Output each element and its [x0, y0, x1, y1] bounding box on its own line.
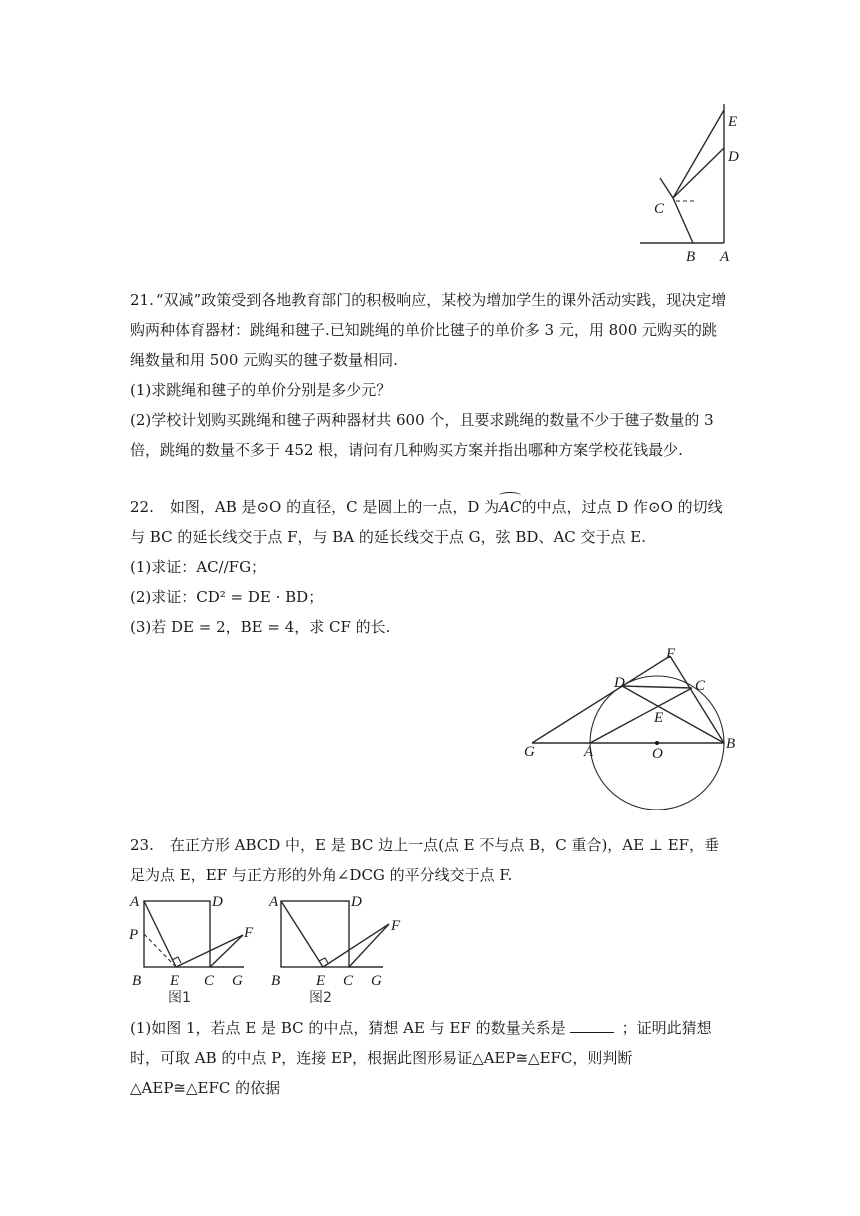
q21-text: “双减”政策受到各地教育部门的积极响应，某校为增加学生的课外活动实践，现决定增购两种体育器材：跳绳和毽子.已知跳绳的单价比毽子的单价多 3 元，用 800 元购买的跳绳数量和用 500 元购买的毽子数量相同.: [130, 291, 727, 369]
label-B: B: [132, 973, 142, 989]
question-23: [130, 830, 730, 890]
question-22: [130, 492, 730, 642]
label-G: G: [232, 973, 243, 989]
arc-AC: AC: [499, 492, 521, 522]
label-D: D: [614, 675, 625, 691]
question-21: [130, 285, 730, 465]
q22-text-a: 如图，AB 是⊙O 的直径，C 是圆上的一点，D 为: [169, 498, 500, 516]
label-C: C: [204, 973, 215, 989]
q22-text-b: 的中点，过点 D 作⊙O 的切线与 BC 的延长线交于点 F，与 BA 的延长线交于点 G，弦 BD、AC 交于点 E.: [130, 498, 723, 546]
figure-q23-2: [265, 890, 405, 1010]
figure-q20: [630, 98, 750, 270]
label-B: B: [271, 973, 281, 989]
q23-part1-a: (1)如图 1，若点 E 是 BC 的中点，猜想 AE 与 EF 的数量关系是: [130, 1019, 566, 1037]
label-C: C: [695, 678, 706, 694]
label-E: E: [316, 973, 326, 989]
q23-stem: [130, 830, 730, 890]
q21-stem: [130, 285, 730, 375]
question-23-part1: [130, 1013, 730, 1103]
figure-q23-1: [128, 890, 260, 1010]
label-O: O: [652, 746, 663, 762]
q22-stem: [130, 492, 730, 552]
q22-part1: (1)求证：AC//FG；: [130, 558, 267, 576]
q22-part2: (2)求证：CD² = DE · BD；: [130, 588, 324, 606]
label-F: F: [666, 646, 676, 662]
label-B: B: [726, 736, 736, 752]
answer-blank[interactable]: [570, 1018, 614, 1033]
q22-number: 22.: [130, 498, 154, 516]
label-P: P: [129, 927, 139, 943]
q21-part2: (2)学校计划购买跳绳和毽子两种器材共 600 个，且要求跳绳的数量不少于毽子数量的 3 倍，跳绳的数量不多于 452 根，请问有几种购买方案并指出哪种方案学校花钱最少.: [130, 411, 714, 459]
label-C: C: [654, 201, 665, 217]
fig1-caption: 图1: [168, 990, 191, 1006]
fig2-caption: 图2: [309, 990, 332, 1006]
q23-part1-b: ；证明此猜想时，可取 AB 的中点 P，连接 EP，根据此图形易证△AEP≅△EFC，则判断△AEP≅△EFC 的依据: [130, 1019, 712, 1097]
label-D: D: [351, 894, 362, 910]
q23-number: 23.: [130, 836, 154, 854]
label-D: D: [728, 149, 739, 165]
label-B: B: [686, 249, 696, 265]
label-D: D: [212, 894, 223, 910]
label-E: E: [654, 710, 664, 726]
label-E: E: [728, 114, 738, 130]
label-A: A: [130, 894, 140, 910]
label-G: G: [371, 973, 382, 989]
label-C: C: [343, 973, 354, 989]
q23-part1: [130, 1013, 730, 1103]
label-A: A: [584, 744, 594, 760]
label-F: F: [244, 925, 254, 941]
q22-part3: (3)若 DE = 2，BE = 4，求 CF 的长.: [130, 618, 391, 636]
q21-number: 21.: [130, 291, 154, 309]
label-A: A: [720, 249, 730, 265]
label-E: E: [170, 973, 180, 989]
label-G: G: [524, 744, 535, 760]
figure-q22: [518, 644, 748, 810]
label-A: A: [269, 894, 279, 910]
q21-part1: (1)求跳绳和毽子的单价分别是多少元？: [130, 381, 392, 399]
q23-text: 在正方形 ABCD 中，E 是 BC 边上一点(点 E 不与点 B，C 重合)，AE ⊥ EF，垂足为点 E，EF 与正方形的外角∠DCG 的平分线交于点 F.: [130, 836, 720, 884]
label-F: F: [391, 918, 401, 934]
